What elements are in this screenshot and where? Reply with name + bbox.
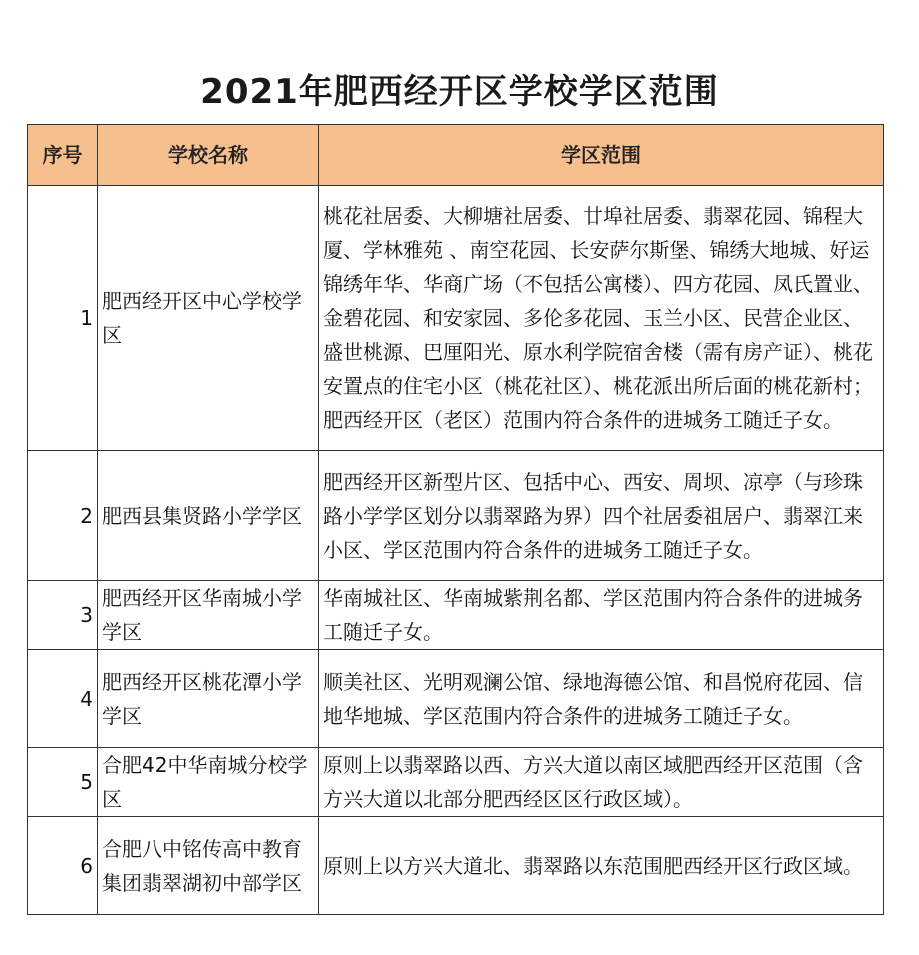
school-name: 合肥八中铭传高中教育集团翡翠湖初中部学区: [98, 817, 319, 915]
school-name: 肥西经开区华南城小学学区: [98, 581, 319, 650]
school-district-table: [27, 124, 884, 915]
row-number: 2: [28, 451, 98, 581]
row-number: 3: [28, 581, 98, 650]
district-scope: 原则上以翡翠路以西、方兴大道以南区域肥西经开区范围（含方兴大道以北部分肥西经区区行政区域）。: [319, 748, 884, 817]
page-title: 2021年肥西经开区学校学区范围: [200, 72, 719, 112]
header-district-scope: 学区范围: [319, 125, 884, 186]
table-row: [28, 581, 884, 650]
row-number: 6: [28, 817, 98, 915]
school-name: 肥西经开区桃花潭小学学区: [98, 650, 319, 748]
table-row: [28, 451, 884, 581]
district-scope: 肥西经开区新型片区、包括中心、西安、周坝、凉亭（与珍珠路小学学区划分以翡翠路为界）四个社居委祖居户、翡翠江来小区、学区范围内符合条件的进城务工随迁子女。: [319, 451, 884, 581]
table-row: [28, 817, 884, 915]
table-header-row: [28, 125, 884, 186]
row-number: 5: [28, 748, 98, 817]
row-number: 4: [28, 650, 98, 748]
district-scope: 顺美社区、光明观澜公馆、绿地海德公馆、和昌悦府花园、信地华地城、学区范围内符合条件的进城务工随迁子女。: [319, 650, 884, 748]
school-name: 肥西经开区中心学校学区: [98, 186, 319, 451]
table-row: [28, 748, 884, 817]
row-number: 1: [28, 186, 98, 451]
school-name: 肥西县集贤路小学学区: [98, 451, 319, 581]
district-scope: 华南城社区、华南城紫荆名都、学区范围内符合条件的进城务工随迁子女。: [319, 581, 884, 650]
district-scope: 桃花社居委、大柳塘社居委、廿埠社居委、翡翠花园、锦程大厦、学林雅苑 、南空花园、长安萨尔斯堡、锦绣大地城、好运锦绣年华、华商广场（不包括公寓楼）、四方花园、凤氏置业、金碧花园、和安家园、多伦多花园、玉兰小区、民营企业区、盛世桃源、巴厘阳光、原水利学院宿舍楼（需有房产证）、桃花安置点的住宅小区（桃花社区）、桃花派出所后面的桃花新村；肥西经开区（老区）范围内符合条件的进城务工随迁子女。: [319, 186, 884, 451]
district-scope: 原则上以方兴大道北、翡翠路以东范围肥西经开区行政区域。: [319, 817, 884, 915]
header-number: 序号: [28, 125, 98, 186]
table-row: [28, 650, 884, 748]
header-school-name: 学校名称: [98, 125, 319, 186]
table-row: [28, 186, 884, 451]
school-name: 合肥42中华南城分校学区: [98, 748, 319, 817]
